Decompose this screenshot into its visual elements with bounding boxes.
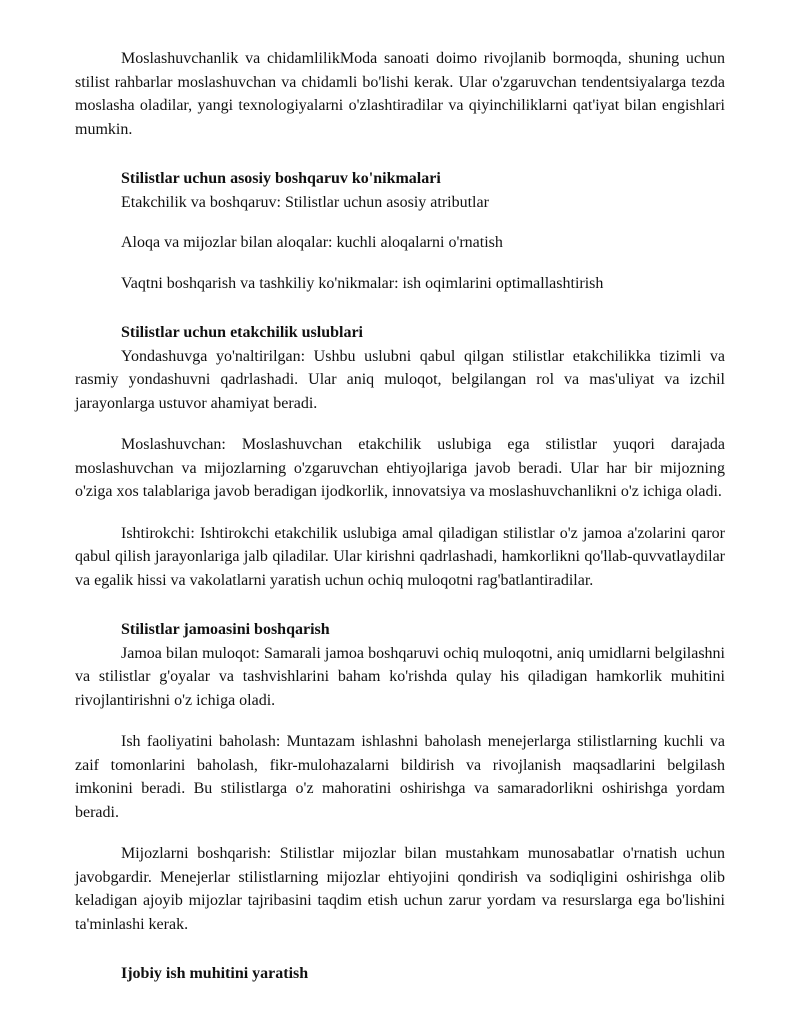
skills-item: Aloqa va mijozlar bilan aloqalar: kuchli aloqalarni o'rnatish xyxy=(121,234,503,251)
section-heading-team: Stilistlar jamoasini boshqarish xyxy=(121,621,330,638)
styles-paragraph: Yondashuvga yo'naltirilgan: Ushbu uslubni qabul qilgan stilistlar etakchilikka tizimli va rasmiy yondashuvni qadrlashadi. Ular aniq muloqot, belgilangan rol va mas'uliyat va izchil jarayonlarga ustuvor ahamiyat beradi. xyxy=(75,347,725,412)
skills-item: Vaqtni boshqarish va tashkiliy ko'nikmalar: ish oqimlarini optimallashtirish xyxy=(121,274,604,292)
team-paragraph: Mijozlarni boshqarish: Stilistlar mijozlar bilan mustahkam munosabatlar o'rnatish uchun javobgardir. Menejerlar stilistlarning mijozlar ehtiyojini qondirish va sodiqligini oshirishga olib keladigan ajoyib mijozlar tajribasini taqdim etish uchun zarur yordam va resurslarga ega bo'lishini ta'minlashi kerak. xyxy=(75,845,725,933)
section-heading-skills: Stilistlar uchun asosiy boshqaruv ko'nikmalari xyxy=(121,170,441,187)
team-paragraph: Jamoa bilan muloqot: Samarali jamoa boshqaruvi ochiq muloqotni, aniq umidlarni belgilashni va stilistlar g'oyalar va tashvishlarini baham ko'rishda qulay his qiladigan hamkorlik muhitini rivojlantirishni o'z ichiga oladi. xyxy=(75,644,725,709)
styles-paragraph: Ishtirokchi: Ishtirokchi etakchilik uslubiga amal qiladigan stilistlar o'z jamoa a'zolarini qaror qabul qilish jarayonlariga jalb qiladilar. Ular kirishni qadrlashadi, hamkorlikni qo'llab-quvvatlaydilar va egalik hissi va vakolatlarni yaratish uchun ochiq muloqotni rag'batlantiradilar. xyxy=(75,524,725,589)
team-paragraph: Ish faoliyatini baholash: Muntazam ishlashni baholash menejerlarga stilistlarning kuchli va zaif tomonlarini baholash, fikr-mulohazalarni bildirish va rivojlanish maqsadlarini belgilash imkonini beradi. Bu stilistlarga o'z mahoratini oshirishga va samaradorlikni oshirishga yordam beradi. xyxy=(75,733,725,821)
intro-paragraph: Moslashuvchanlik va chidamlilikModa sanoati doimo rivojlanib bormoqda, shuning uchun stilist rahbarlar moslashuvchan va chidamli bo'lishi kerak. Ular o'zgaruvchan tendentsiyalarga tezda moslasha oladilar, yangi texnologiyalarni o'zlashtiradilar va qiyinchiliklarni qat'iyat bilan engishlari mumkin. xyxy=(75,50,725,138)
section-heading-styles: Stilistlar uchun etakchilik uslublari xyxy=(121,324,363,341)
skills-item: Etakchilik va boshqaruv: Stilistlar uchun asosiy atributlar xyxy=(121,193,489,211)
styles-paragraph: Moslashuvchan: Moslashuvchan etakchilik uslubiga ega stilistlar yuqori darajada moslashuvchan va mijozlarning o'zgaruvchan ehtiyojlariga javob beradi. Ular har bir mijozning o'ziga xos talablariga javob beradigan ijodkorlik, innovatsiya va moslashuvchanlikni o'z ichiga oladi. xyxy=(75,436,725,500)
section-heading-environment: Ijobiy ish muhitini yaratish xyxy=(121,965,309,982)
